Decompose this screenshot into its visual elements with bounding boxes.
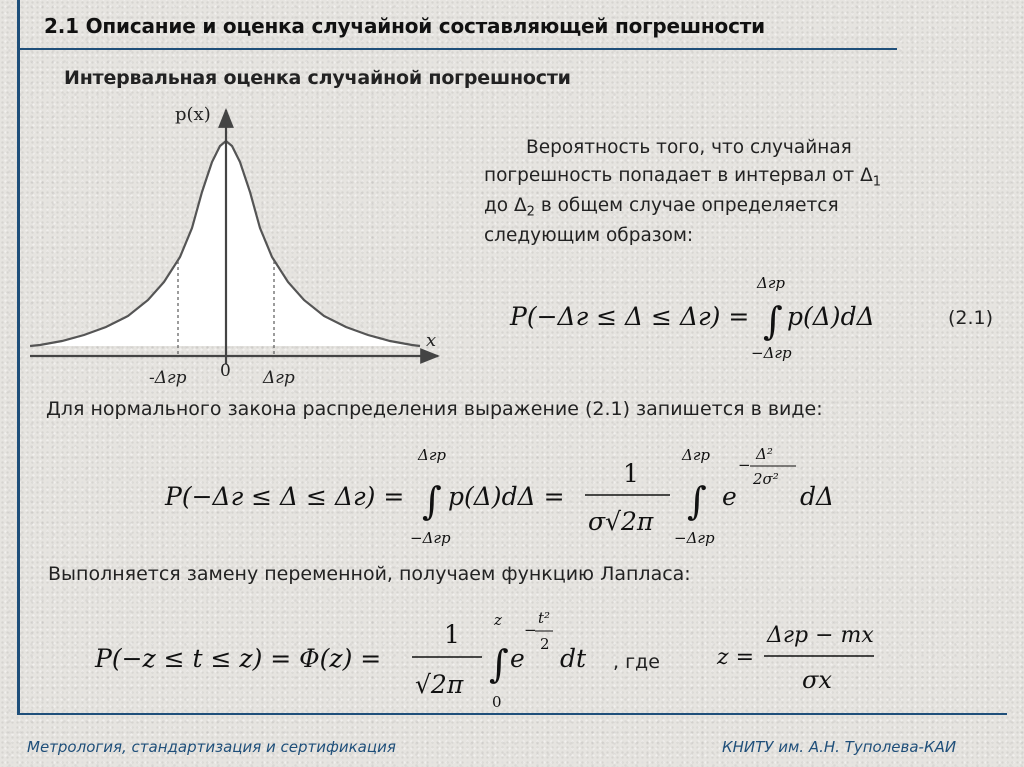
f2-upper-limit: Δгр xyxy=(418,446,447,464)
f2-lower-limit: −Δгр xyxy=(410,529,451,547)
f2-fraction-denominator: σ√2π xyxy=(588,507,654,536)
f2-lower-limit-2: −Δгр xyxy=(674,529,715,547)
origin-label: 0 xyxy=(220,361,231,381)
f3-exp-numerator: t² xyxy=(538,609,551,627)
formula-z-definition xyxy=(712,612,902,702)
x-axis-label: x xyxy=(426,330,437,351)
f2-integral-sign: ∫ xyxy=(422,479,442,523)
f1-upper-limit: Δгр xyxy=(757,274,786,292)
paragraph-line-4: следующим образом: xyxy=(484,225,694,247)
where-text: , где xyxy=(613,651,660,673)
f3-exp-denominator: 2 xyxy=(540,635,550,653)
formula-laplace xyxy=(90,605,610,710)
f3-fraction-numerator: 1 xyxy=(444,620,460,649)
f1-integrand: p(Δ)dΔ xyxy=(787,302,875,331)
paragraph-line-1: Вероятность того, что случайная xyxy=(526,137,852,158)
f4-numerator: Δгр − mx xyxy=(767,623,874,648)
formula-2-1 xyxy=(505,270,905,370)
equation-number: (2.1) xyxy=(948,307,994,329)
substitution-text: Выполняется замену переменной, получаем функцию Лапласа: xyxy=(48,563,691,585)
f3-lhs: P(−z ≤ t ≤ z) = Φ(z) = xyxy=(95,644,382,673)
paragraph-line-3b: в общем случае определяется xyxy=(534,194,839,216)
footer-university-name: КНИТУ им. А.Н. Туполева-КАИ xyxy=(722,738,957,756)
distribution-graph xyxy=(30,100,450,390)
section-subtitle: Интервальная оценка случайной погрешности xyxy=(64,67,571,89)
f3-tail: dt xyxy=(560,644,587,673)
f3-exp-minus: − xyxy=(524,621,537,639)
normal-law-text: Для нормального закона распределения выражение (2.1) запишется в виде: xyxy=(46,398,823,420)
f1-lower-limit: −Δгр xyxy=(751,344,792,362)
f4-lhs: z = xyxy=(717,645,755,670)
f2-fraction-numerator: 1 xyxy=(623,459,639,488)
f2-tail: dΔ xyxy=(800,482,835,511)
formula-normal-law xyxy=(160,440,860,555)
footer-rule xyxy=(17,713,1007,715)
delta2-subscript: 2 xyxy=(526,204,535,220)
paragraph-line-2: погрешность попадает в интервал от Δ xyxy=(484,164,873,186)
delta1-subscript: 1 xyxy=(872,174,882,190)
left-accent-bar xyxy=(17,0,20,715)
f1-integral-sign: ∫ xyxy=(763,299,783,343)
f3-lower-limit: 0 xyxy=(492,693,502,710)
f3-exp-base: e xyxy=(510,644,525,673)
f3-integral-sign: ∫ xyxy=(489,642,509,686)
f1-lhs: P(−Δг ≤ Δ ≤ Δг) = xyxy=(510,302,750,331)
y-axis-label: p(x) xyxy=(175,104,211,125)
f4-denominator: σx xyxy=(802,666,832,694)
paragraph-line-3a: до Δ xyxy=(484,194,527,216)
f3-fraction-denominator: √2π xyxy=(415,670,464,699)
f2-exp-minus: − xyxy=(738,456,751,474)
f2-lhs: P(−Δг ≤ Δ ≤ Δг) = xyxy=(165,482,405,511)
f2-integrand: p(Δ)dΔ = xyxy=(448,482,565,511)
neg-limit-label: -Δгр xyxy=(149,368,187,388)
f2-exp-denominator: 2σ² xyxy=(753,470,779,488)
f2-exp-numerator: Δ² xyxy=(756,445,773,463)
f2-upper-limit-2: Δгр xyxy=(682,446,711,464)
pos-limit-label: Δгр xyxy=(263,368,295,388)
f2-exp-base: e xyxy=(722,482,737,511)
title-underline xyxy=(17,48,897,50)
footer-course-name: Метрология, стандартизация и сертификация xyxy=(27,738,396,756)
f2-integral-sign-2: ∫ xyxy=(687,479,707,523)
f3-upper-limit: z xyxy=(494,611,502,629)
slide-title: 2.1 Описание и оценка случайной составляющей погрешности xyxy=(44,14,765,38)
probability-paragraph xyxy=(484,134,964,250)
